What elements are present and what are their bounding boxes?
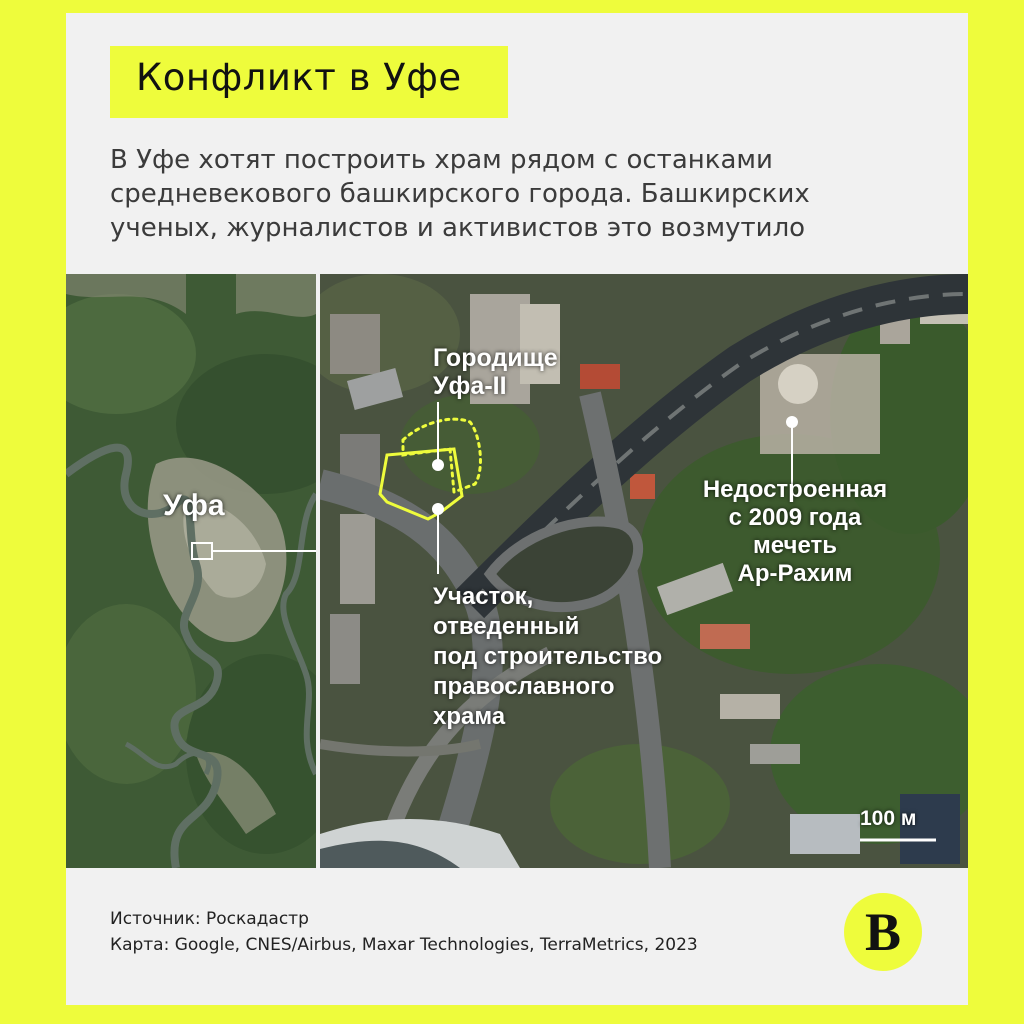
site-label-line-2: отведенный <box>433 613 580 640</box>
mosque-label-line-4: Ар-Рахим <box>737 560 853 587</box>
mosque-label-line-2: с 2009 года <box>728 504 862 531</box>
site-label-line-5: храма <box>433 703 506 730</box>
site-label <box>433 582 662 732</box>
brand-logo-letter: В <box>864 902 902 962</box>
mosque-label-line-1: Недостроенная <box>702 476 888 503</box>
site-label-line-3: под строительство <box>433 643 663 670</box>
source-text: Источник: Роскадастр <box>110 909 309 929</box>
gorodishche-label-line-1: Городище <box>433 344 558 372</box>
lead-line-2: средневекового башкирского города. Башкирских <box>110 179 810 209</box>
detail-map <box>320 274 968 868</box>
overview-map-imagery <box>66 274 316 868</box>
brand-logo <box>844 893 922 971</box>
page-title: Конфликт в Уфе <box>136 56 462 99</box>
gorodishche-label-line-2: Уфа-II <box>433 372 507 400</box>
site-label-line-1: Участок, <box>433 583 534 610</box>
map-credit-text: Карта: Google, CNES/Airbus, Maxar Technologies, TerraMetrics, 2023 <box>110 935 698 955</box>
gorodishche-label <box>433 344 558 400</box>
site-label-line-4: православного <box>433 673 615 700</box>
mosque-label <box>665 476 925 588</box>
lead-line-3: ученых, журналистов и активистов это возмутило <box>110 213 806 243</box>
city-label: Уфа <box>163 489 225 522</box>
lead-text <box>110 143 910 245</box>
lead-line-1: В Уфе хотят построить храм рядом с останками <box>110 145 773 175</box>
overview-map <box>66 274 316 868</box>
mosque-label-line-3: мечеть <box>753 532 837 559</box>
infographic-card <box>66 13 968 1005</box>
footer-credits <box>110 906 698 958</box>
scale-bar-label: 100 м <box>860 807 917 830</box>
title-badge <box>110 46 508 118</box>
